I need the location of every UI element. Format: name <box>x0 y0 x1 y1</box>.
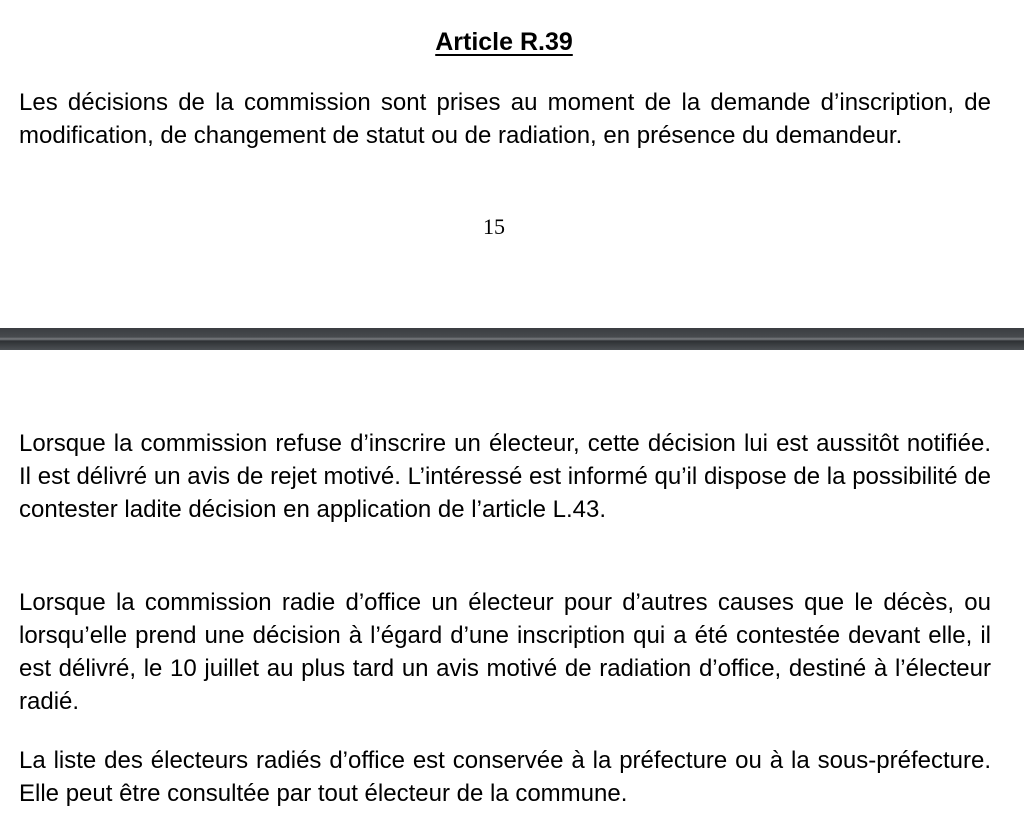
paragraph-refusal: Lorsque la commission refuse d’inscrire un électeur, cette décision lui est aussitôt notifiée. Il est délivré un avis de rejet motivé. L’intéressé est informé qu’il dispose de la possibilité de contester ladite décision en application de l’article L.43. <box>19 430 991 523</box>
document-page-top <box>0 0 1024 328</box>
page-number: 15 <box>483 214 505 239</box>
paragraph-list: La liste des électeurs radiés d’office est conservée à la préfecture ou à la sous-préfecture. Elle peut être consultée par tout électeur de la commune. <box>19 747 991 807</box>
page-separator <box>0 328 1024 350</box>
article-title: Article R.39 <box>435 28 573 56</box>
paragraph-radiation: Lorsque la commission radie d’office un électeur pour d’autres causes que le décès, ou lorsqu’elle prend une décision à l’égard d’une inscription qui a été contestée devant elle, il est délivré, le 10 juillet au plus tard un avis motivé de radiation d’office, destiné à l’électeur radié. <box>19 589 991 715</box>
article-paragraph: Les décisions de la commission sont prises au moment de la demande d’inscription, de modification, de changement de statut ou de radiation, en présence du demandeur. <box>19 89 991 149</box>
